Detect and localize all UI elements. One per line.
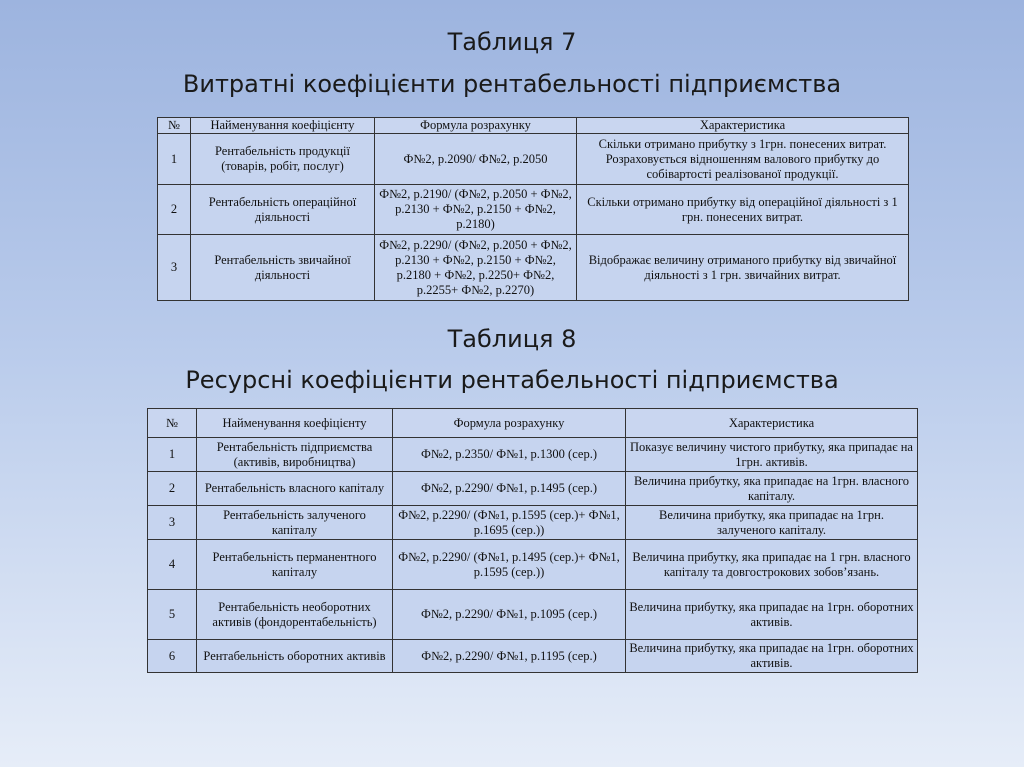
header-description: Характеристика — [577, 118, 909, 134]
header-formula: Формула розрахунку — [393, 409, 626, 438]
cell-name: Рентабельність перманентного капіталу — [197, 540, 393, 590]
cell-number: 3 — [148, 506, 197, 540]
header-name: Найменування коефіцієнту — [197, 409, 393, 438]
table7 — [157, 117, 909, 301]
header-number: № — [158, 118, 191, 134]
cell-description: Величина прибутку, яка припадає на 1грн. оборотних активів. — [626, 640, 918, 673]
cell-number: 6 — [148, 640, 197, 673]
cell-description: Величина прибутку, яка припадає на 1грн. залученого капіталу. — [626, 506, 918, 540]
table8 — [147, 408, 918, 673]
cell-formula: Ф№2, р.2090/ Ф№2, р.2050 — [375, 134, 577, 185]
cell-description: Скільки отримано прибутку з 1грн. понесених витрат. Розраховується відношенням валового прибутку до собівартості реалізованої продукції. — [577, 134, 909, 185]
cell-name: Рентабельність необоротних активів (фондорентабельність) — [197, 590, 393, 640]
cell-description: Показує величину чистого прибутку, яка припадає на 1грн. активів. — [626, 438, 918, 472]
table-row — [148, 506, 918, 540]
table7-title: Таблиця 7 — [447, 28, 577, 56]
table-row — [148, 472, 918, 506]
cell-name: Рентабельність підприємства (активів, виробництва) — [197, 438, 393, 472]
table-row — [148, 640, 918, 673]
cell-formula: Ф№2, р.2290/ (Ф№1, р.1595 (сер.)+ Ф№1, р.1695 (сер.)) — [393, 506, 626, 540]
cell-name: Рентабельність залученого капіталу — [197, 506, 393, 540]
table-row — [158, 235, 909, 301]
cell-formula: Ф№2, р.2290/ Ф№1, р.1495 (сер.) — [393, 472, 626, 506]
cell-number: 4 — [148, 540, 197, 590]
cell-formula: Ф№2, р.2190/ (Ф№2, р.2050 + Ф№2, р.2130 + Ф№2, р.2150 + Ф№2, р.2180) — [375, 185, 577, 235]
cell-name: Рентабельність продукції (товарів, робіт, послуг) — [191, 134, 375, 185]
table-row — [158, 134, 909, 185]
table7-subtitle: Витратні коефіцієнти рентабельності підприємства — [182, 70, 842, 98]
cell-description: Величина прибутку, яка припадає на 1 грн. власного капіталу та довгострокових зобов’язань. — [626, 540, 918, 590]
cell-formula: Ф№2, р.2290/ (Ф№1, р.1495 (сер.)+ Ф№1, р.1595 (сер.)) — [393, 540, 626, 590]
cell-number: 3 — [158, 235, 191, 301]
table-row — [158, 185, 909, 235]
table-header-row — [148, 409, 918, 438]
cell-name: Рентабельність звичайної діяльності — [191, 235, 375, 301]
cell-description: Величина прибутку, яка припадає на 1грн. власного капіталу. — [626, 472, 918, 506]
header-formula: Формула розрахунку — [375, 118, 577, 134]
cell-number: 1 — [158, 134, 191, 185]
cell-number: 2 — [158, 185, 191, 235]
table-row — [148, 590, 918, 640]
cell-description: Скільки отримано прибутку від операційної діяльності з 1 грн. понесених витрат. — [577, 185, 909, 235]
cell-formula: Ф№2, р.2290/ Ф№1, р.1195 (сер.) — [393, 640, 626, 673]
cell-number: 5 — [148, 590, 197, 640]
cell-formula: Ф№2, р.2290/ (Ф№2, р.2050 + Ф№2, р.2130 + Ф№2, р.2150 + Ф№2, р.2180 + Ф№2, р.2250+ Ф№2, р.2255+ Ф№2, р.2270) — [375, 235, 577, 301]
table-row — [148, 438, 918, 472]
cell-name: Рентабельність власного капіталу — [197, 472, 393, 506]
cell-number: 1 — [148, 438, 197, 472]
cell-description: Відображає величину отриманого прибутку від звичайної діяльності з 1 грн. звичайних витрат. — [577, 235, 909, 301]
table-row — [148, 540, 918, 590]
cell-name: Рентабельність оборотних активів — [197, 640, 393, 673]
cell-formula: Ф№2, р.2350/ Ф№1, р.1300 (сер.) — [393, 438, 626, 472]
cell-formula: Ф№2, р.2290/ Ф№1, р.1095 (сер.) — [393, 590, 626, 640]
cell-name: Рентабельність операційної діяльності — [191, 185, 375, 235]
table8-title: Таблиця 8 — [447, 325, 577, 353]
table8-subtitle: Ресурсні коефіцієнти рентабельності підприємства — [185, 366, 839, 394]
cell-number: 2 — [148, 472, 197, 506]
header-number: № — [148, 409, 197, 438]
table-header-row — [158, 118, 909, 134]
cell-description: Величина прибутку, яка припадає на 1грн. оборотних активів. — [626, 590, 918, 640]
header-description: Характеристика — [626, 409, 918, 438]
header-name: Найменування коефіцієнту — [191, 118, 375, 134]
